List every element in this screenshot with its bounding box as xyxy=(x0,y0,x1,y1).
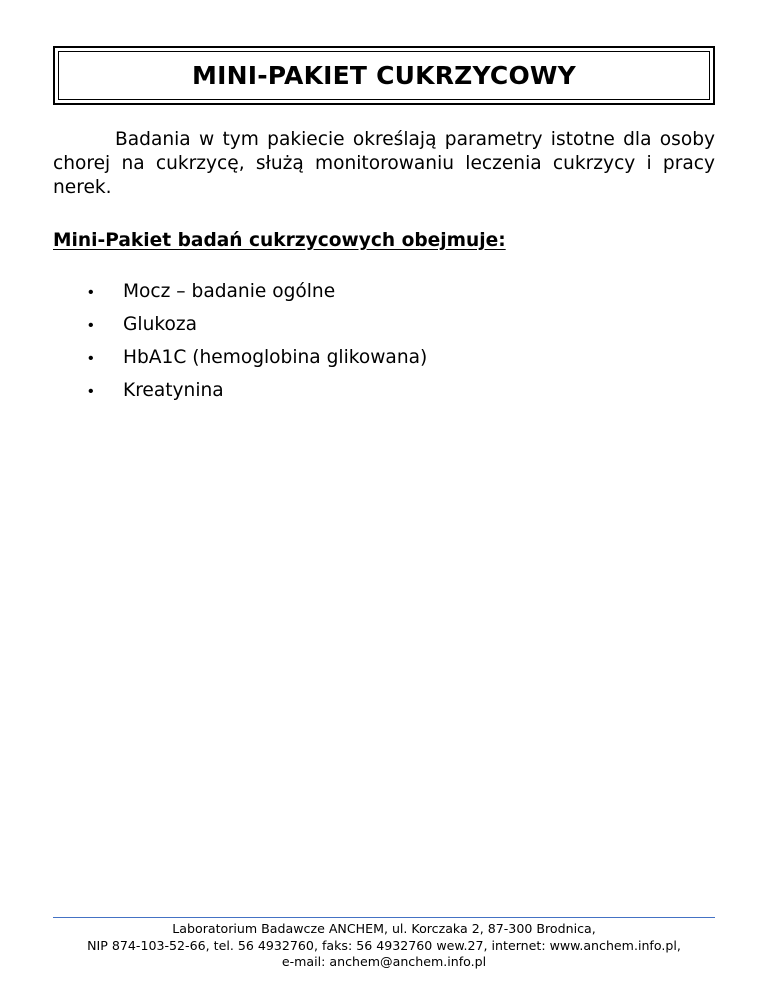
title-inner-frame xyxy=(58,51,710,100)
footer xyxy=(0,921,768,971)
list-item xyxy=(88,281,427,314)
footer-divider xyxy=(53,917,715,918)
title-frame xyxy=(53,46,715,105)
footer-email: e-mail: anchem@anchem.info.pl xyxy=(281,954,487,969)
bullet-icon: • xyxy=(88,350,94,367)
section-heading: Mini-Pakiet badań cukrzycowych obejmuje: xyxy=(53,230,506,251)
footer-address: Laboratorium Badawcze ANCHEM, ul. Korczaka 2, 87-300 Brodnica, xyxy=(172,921,596,936)
list-item-label: Glukoza xyxy=(123,314,197,335)
bullet-icon: • xyxy=(88,284,94,301)
intro-paragraph: Badania w tym pakiecie określają parametry istotne dla osoby chorej na cukrzycę, służą monitorowaniu leczenia cukrzycy i pracy nerek. xyxy=(53,129,715,198)
page-title: MINI-PAKIET CUKRZYCOWY xyxy=(192,61,576,90)
bullet-icon: • xyxy=(88,383,94,400)
list-item xyxy=(88,314,427,347)
bullet-icon: • xyxy=(88,317,94,334)
list-item xyxy=(88,347,427,380)
list-item xyxy=(88,380,427,413)
list-item-label: Mocz – badanie ogólne xyxy=(123,281,336,302)
test-list xyxy=(88,281,427,413)
list-item-label: Kreatynina xyxy=(123,380,224,401)
footer-contact: NIP 874-103-52-66, tel. 56 4932760, faks: 56 4932760 wew.27, internet: www.anchem.info.pl, xyxy=(87,937,681,953)
list-item-label: HbA1C (hemoglobina glikowana) xyxy=(123,347,428,368)
